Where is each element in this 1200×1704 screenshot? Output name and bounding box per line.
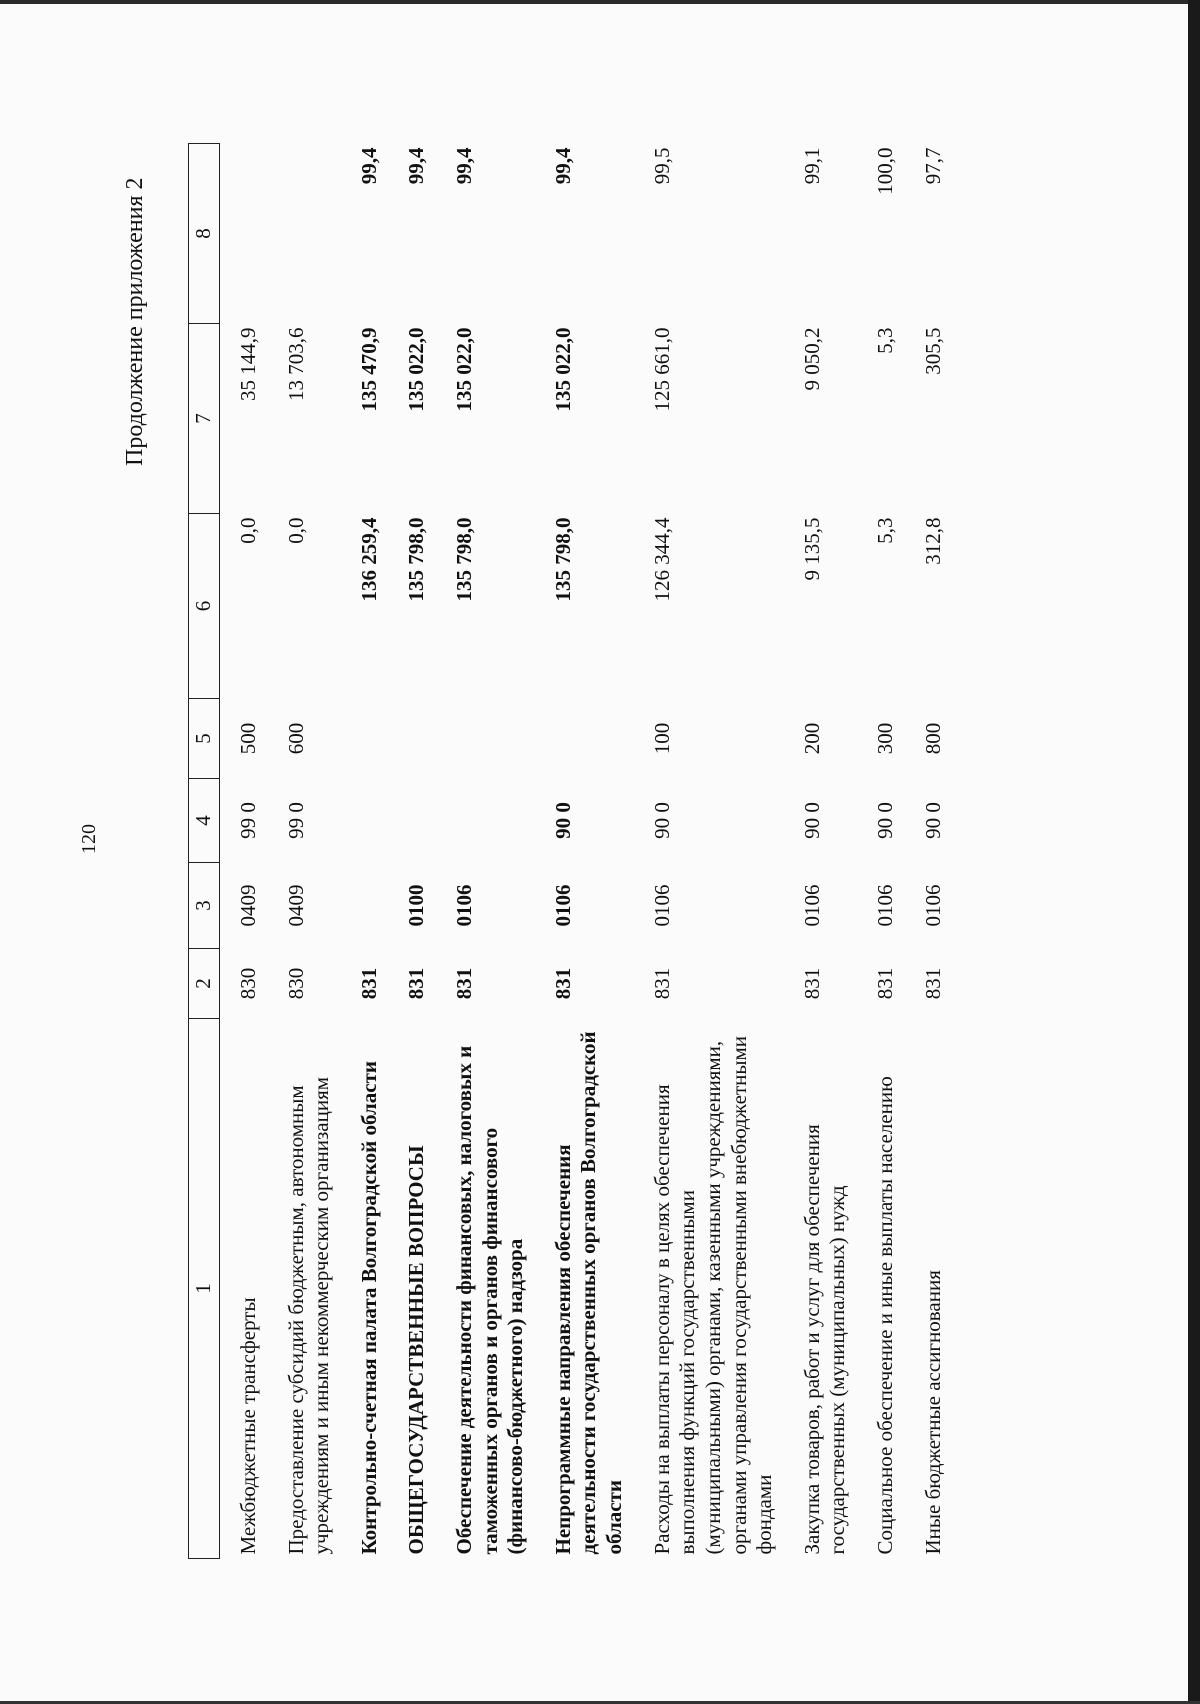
row-name: Контрольно-счетная палата Волгоградской области	[356, 1060, 381, 1555]
row-expense-type	[341, 699, 389, 779]
row-target-code: 90 0	[649, 802, 674, 839]
row-executed: 35 144,9	[236, 327, 260, 401]
row-section-code: 0106	[872, 884, 897, 927]
row-name: Иные бюджетные ассигнования	[920, 1270, 945, 1555]
row-name: Закупка товаров, работ и услуг для обеспечения государственных (муниципальных) нужд	[799, 1124, 850, 1555]
row-planned: 135 798,0	[404, 517, 429, 602]
row-expense-type: 500	[236, 722, 260, 755]
table-header-row	[189, 144, 220, 1559]
row-target-code	[436, 779, 535, 863]
row-ministry-code: 831	[356, 967, 381, 1000]
table-row	[784, 144, 857, 1559]
table-row	[857, 144, 905, 1559]
continuation-title: Продолжение приложения 2	[122, 177, 148, 466]
row-target-code: 99 0	[236, 802, 260, 839]
header-col-4: 4	[189, 779, 220, 863]
budget-table	[188, 143, 952, 1559]
row-ministry-code: 831	[452, 967, 477, 1000]
row-executed: 135 022,0	[452, 327, 477, 412]
row-ministry-code: 831	[550, 967, 575, 1000]
row-percent: 99,4	[404, 147, 429, 185]
row-ministry-code: 831	[799, 967, 824, 1000]
row-name: Межбюджетные трансферты	[236, 1297, 260, 1555]
row-ministry-code: 831	[649, 967, 674, 1000]
header-col-6: 6	[189, 514, 220, 699]
row-percent: 99,5	[649, 147, 674, 185]
row-name: Непрограммные направления обеспечения деятельности государственных органов Волгоградской области	[550, 1031, 627, 1555]
row-target-code: 90 0	[799, 802, 824, 839]
row-section-code: 0106	[799, 884, 824, 927]
row-expense-type	[535, 699, 634, 779]
table-row	[341, 144, 389, 1559]
table-row	[268, 144, 341, 1559]
row-expense-type: 300	[872, 722, 897, 755]
row-percent: 99,4	[356, 147, 381, 185]
row-expense-type: 600	[283, 722, 308, 755]
table-row	[634, 144, 784, 1559]
row-section-code: 0100	[404, 884, 429, 927]
row-planned: 135 798,0	[452, 517, 477, 602]
row-executed: 9 050,2	[799, 327, 824, 391]
header-col-8: 8	[189, 144, 220, 324]
row-ministry-code: 831	[404, 967, 429, 1000]
row-expense-type	[388, 699, 436, 779]
row-executed: 135 022,0	[404, 327, 429, 412]
row-percent: 99,4	[550, 147, 575, 185]
row-percent: 99,4	[452, 147, 477, 185]
row-section-code	[341, 863, 389, 949]
header-col-2: 2	[189, 949, 220, 1019]
row-section-code: 0106	[452, 884, 477, 927]
header-col-3: 3	[189, 863, 220, 949]
row-planned: 0,0	[236, 517, 260, 544]
row-expense-type: 800	[920, 722, 945, 755]
row-name: Обеспечение деятельности финансовых, налоговых и таможенных органов и органов финансового (финансово-бюджетного) надзора	[452, 1045, 528, 1555]
header-col-1: 1	[189, 1019, 220, 1559]
row-target-code: 99 0	[283, 802, 308, 839]
header-col-7: 7	[189, 324, 220, 514]
row-executed: 125 661,0	[649, 327, 674, 412]
row-percent: 97,7	[920, 147, 945, 185]
row-section-code: 0106	[920, 884, 945, 927]
row-executed: 5,3	[872, 327, 897, 354]
row-section-code: 0106	[550, 884, 575, 927]
row-expense-type: 200	[799, 722, 824, 755]
row-percent: 100,0	[872, 147, 897, 195]
row-name: Предоставление субсидий бюджетным, автономным учреждениям и иным некоммерческим организациям	[283, 1076, 334, 1555]
row-executed: 305,5	[920, 327, 945, 375]
row-planned: 126 344,4	[649, 517, 674, 602]
row-percent	[220, 144, 268, 324]
row-section-code: 0409	[236, 884, 260, 927]
row-ministry-code: 831	[920, 967, 945, 1000]
row-executed: 13 703,6	[283, 327, 308, 401]
row-name: ОБЩЕГОСУДАРСТВЕННЫЕ ВОПРОСЫ	[404, 1145, 429, 1555]
row-target-code: 90 0	[550, 802, 575, 839]
row-target-code: 90 0	[920, 802, 945, 839]
table-row	[436, 144, 535, 1559]
header-col-5: 5	[189, 699, 220, 779]
row-section-code: 0409	[283, 884, 308, 927]
row-expense-type	[436, 699, 535, 779]
row-target-code	[341, 779, 389, 863]
table-row	[388, 144, 436, 1559]
row-section-code: 0106	[649, 884, 674, 927]
row-ministry-code: 830	[236, 967, 260, 1000]
row-target-code	[388, 779, 436, 863]
row-expense-type: 100	[649, 722, 674, 755]
row-planned: 5,3	[872, 517, 897, 544]
row-planned: 136 259,4	[356, 517, 381, 602]
row-percent	[268, 144, 341, 324]
row-ministry-code: 831	[872, 967, 897, 1000]
table-row	[905, 144, 953, 1559]
row-planned: 135 798,0	[550, 517, 575, 602]
row-executed: 135 470,9	[356, 327, 381, 412]
table-row	[220, 144, 268, 1559]
row-planned: 0,0	[283, 517, 308, 544]
row-target-code: 90 0	[872, 802, 897, 839]
row-planned: 9 135,5	[799, 517, 824, 581]
row-ministry-code: 830	[283, 967, 308, 1000]
row-executed: 135 022,0	[550, 327, 575, 412]
page-number: 120	[78, 824, 100, 854]
row-planned: 312,8	[920, 517, 945, 565]
row-name: Социальное обеспечение и иные выплаты населению	[872, 1076, 897, 1555]
row-percent: 99,1	[799, 147, 824, 185]
row-name: Расходы на выплаты персоналу в целях обеспечения выполнения функций государственными (муниципальными) органами, казенными учреждениями, органами управления государственными внебюджетными фондами	[649, 1035, 777, 1555]
table-row	[535, 144, 634, 1559]
